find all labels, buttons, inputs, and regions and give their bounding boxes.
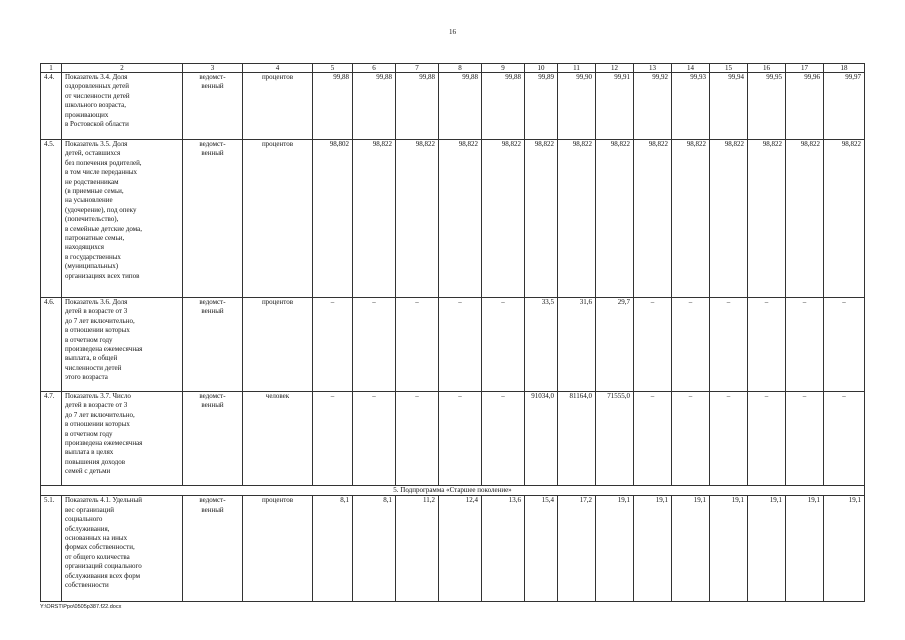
value-cell: 98,822 — [710, 140, 748, 298]
table-body-upper — [41, 64, 865, 486]
column-number-cell: 17 — [786, 64, 824, 73]
value-cell: 11,2 — [396, 496, 439, 602]
value-cell: 12,4 — [439, 496, 482, 602]
column-number-cell: 14 — [672, 64, 710, 73]
value-cell: 98,822 — [439, 140, 482, 298]
value-cell: – — [396, 392, 439, 486]
value-cell: 17,2 — [558, 496, 596, 602]
column-number-cell: 1 — [41, 64, 62, 73]
indicator-source: ведомст- венный — [183, 73, 243, 140]
column-number-cell: 11 — [558, 64, 596, 73]
value-cell: – — [482, 392, 525, 486]
value-cell: 99,88 — [482, 73, 525, 140]
value-cell: – — [313, 298, 353, 392]
indicator-unit: процентов — [243, 73, 313, 140]
column-number-cell: 7 — [396, 64, 439, 73]
value-cell: – — [824, 392, 865, 486]
column-number-cell: 15 — [710, 64, 748, 73]
indicator-row — [41, 73, 865, 140]
row-number: 4.4. — [41, 73, 62, 140]
value-cell: 33,5 — [525, 298, 558, 392]
value-cell: – — [748, 392, 786, 486]
column-number-cell: 3 — [183, 64, 243, 73]
value-cell: 99,88 — [353, 73, 396, 140]
column-number-cell: 8 — [439, 64, 482, 73]
value-cell: 98,822 — [634, 140, 672, 298]
value-cell: – — [786, 392, 824, 486]
row-number: 4.7. — [41, 392, 62, 486]
value-cell: 31,6 — [558, 298, 596, 392]
column-number-cell: 4 — [243, 64, 313, 73]
value-cell: 98,822 — [525, 140, 558, 298]
value-cell: – — [672, 298, 710, 392]
value-cell: 99,95 — [748, 73, 786, 140]
value-cell: 8,1 — [313, 496, 353, 602]
table-body-lower — [41, 496, 865, 602]
value-cell: 19,1 — [672, 496, 710, 602]
value-cell: – — [482, 298, 525, 392]
value-cell: 19,1 — [596, 496, 634, 602]
indicator-source: ведомст- венный — [183, 392, 243, 486]
section-title: 5. Подпрограмма «Старшее поколение» — [41, 486, 865, 496]
value-cell: 19,1 — [824, 496, 865, 602]
column-number-cell: 16 — [748, 64, 786, 73]
value-cell: 81164,0 — [558, 392, 596, 486]
value-cell: 19,1 — [748, 496, 786, 602]
column-number-header — [41, 64, 865, 73]
value-cell: 8,1 — [353, 496, 396, 602]
indicator-unit: процентов — [243, 298, 313, 392]
indicator-unit: человек — [243, 392, 313, 486]
indicator-unit: процентов — [243, 140, 313, 298]
value-cell: – — [786, 298, 824, 392]
value-cell: 71555,0 — [596, 392, 634, 486]
value-cell: – — [396, 298, 439, 392]
value-cell: 98,822 — [396, 140, 439, 298]
indicator-description: Показатель 3.4. Доля оздоровленных детей от численности детей школьного возраста, проживающих в Ростовской области — [62, 73, 183, 140]
value-cell: – — [313, 392, 353, 486]
value-cell: – — [710, 298, 748, 392]
column-number-cell: 6 — [353, 64, 396, 73]
indicator-source: ведомст- венный — [183, 298, 243, 392]
value-cell: 98,822 — [672, 140, 710, 298]
column-number-cell: 18 — [824, 64, 865, 73]
value-cell: 13,6 — [482, 496, 525, 602]
value-cell: 98,822 — [786, 140, 824, 298]
row-number: 5.1. — [41, 496, 62, 602]
row-number: 4.5. — [41, 140, 62, 298]
value-cell: 99,94 — [710, 73, 748, 140]
value-cell: – — [634, 392, 672, 486]
value-cell: 99,90 — [558, 73, 596, 140]
value-cell: 19,1 — [710, 496, 748, 602]
indicator-description: Показатель 3.7. Число детей в возрасте от 3 до 7 лет включительно, в отношении которых в отчетном году произведена ежемесячная выплата в целях повышения доходов семей с детьми — [62, 392, 183, 486]
value-cell: 98,822 — [748, 140, 786, 298]
value-cell: 98,822 — [558, 140, 596, 298]
indicator-unit: процентов — [243, 496, 313, 602]
value-cell: – — [748, 298, 786, 392]
file-path-footer: Y:\ORST\Ppo\0505p387.f22.docx — [40, 604, 122, 610]
indicator-row — [41, 392, 865, 486]
value-cell: – — [824, 298, 865, 392]
indicator-source: ведомст- венный — [183, 496, 243, 602]
value-cell: 19,1 — [634, 496, 672, 602]
value-cell: 98,822 — [353, 140, 396, 298]
column-number-cell: 5 — [313, 64, 353, 73]
column-number-cell: 13 — [634, 64, 672, 73]
value-cell: – — [672, 392, 710, 486]
value-cell: 99,88 — [313, 73, 353, 140]
column-number-cell: 12 — [596, 64, 634, 73]
value-cell: – — [439, 392, 482, 486]
column-number-cell: 9 — [482, 64, 525, 73]
value-cell: 99,96 — [786, 73, 824, 140]
indicator-description: Показатель 3.6. Доля детей в возрасте от 3 до 7 лет включительно, в отношении которых в отчетном году произведена ежемесячная выплата, в общей численности детей этого возраста — [62, 298, 183, 392]
page-number: 16 — [449, 28, 456, 36]
section-header — [41, 486, 865, 496]
indicator-row — [41, 140, 865, 298]
value-cell: 99,88 — [439, 73, 482, 140]
indicator-source: ведомст- венный — [183, 140, 243, 298]
value-cell: 99,92 — [634, 73, 672, 140]
value-cell: 99,97 — [824, 73, 865, 140]
value-cell: 98,822 — [824, 140, 865, 298]
value-cell: 91034,0 — [525, 392, 558, 486]
value-cell: – — [710, 392, 748, 486]
value-cell: 98,802 — [313, 140, 353, 298]
value-cell: 98,822 — [482, 140, 525, 298]
row-number: 4.6. — [41, 298, 62, 392]
value-cell: 19,1 — [786, 496, 824, 602]
column-number-cell: 2 — [62, 64, 183, 73]
value-cell: 99,91 — [596, 73, 634, 140]
indicator-row — [41, 496, 865, 602]
value-cell: 15,4 — [525, 496, 558, 602]
value-cell: – — [439, 298, 482, 392]
value-cell: – — [353, 392, 396, 486]
column-number-cell: 10 — [525, 64, 558, 73]
indicator-description: Показатель 3.5. Доля детей, оставшихся без попечения родителей, в том числе переданных не родственникам (в приемные семьи, на усыновление (удочерение), под опеку (попечительство), в семейные детские дома, патронатные семьи, находящихся в государственных (муниципальных) организациях всех типов — [62, 140, 183, 298]
value-cell: 99,93 — [672, 73, 710, 140]
value-cell: 29,7 — [596, 298, 634, 392]
value-cell: 98,822 — [596, 140, 634, 298]
value-cell: 99,88 — [396, 73, 439, 140]
indicator-table-container — [40, 63, 864, 602]
value-cell: – — [634, 298, 672, 392]
indicator-description: Показатель 4.1. Удельный вес организаций социального обслуживания, основанных на иных формах собственности, от общего количества организаций социального обслуживания всех форм собственности — [62, 496, 183, 602]
indicator-table — [40, 63, 865, 602]
value-cell: 99,89 — [525, 73, 558, 140]
value-cell: – — [353, 298, 396, 392]
indicator-row — [41, 298, 865, 392]
